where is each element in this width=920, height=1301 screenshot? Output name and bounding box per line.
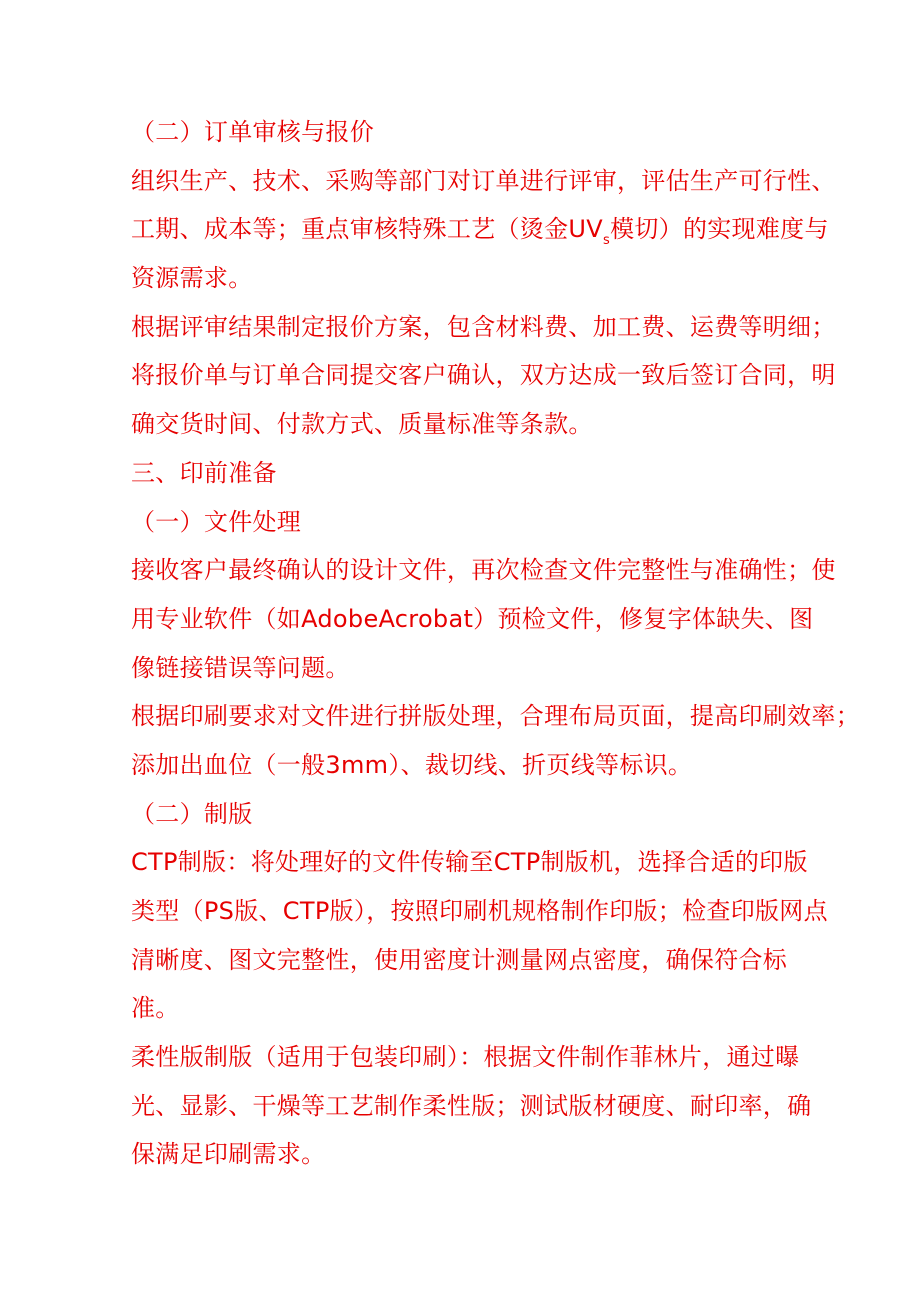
paragraph-line: 准。	[131, 994, 180, 1023]
paragraph-line: 根据评审结果制定报价方案，包含材料费、加工费、运费等明细；	[131, 312, 836, 341]
paragraph-line: 添加出血位（一般3mm）、裁切线、折页线等标识。	[131, 750, 693, 779]
subsection-heading-order-review: （二）订单审核与报价	[131, 118, 374, 146]
subsection-heading-file-processing: （一）文件处理	[131, 507, 302, 536]
paragraph-line: 组织生产、技术、采购等部门对订单进行评审，评估生产可行性、	[131, 166, 836, 195]
subscript-text: s	[602, 233, 611, 249]
paragraph-line: 光、显影、干燥等工艺制作柔性版；测试版材硬度、耐印率，确	[131, 1091, 812, 1120]
paragraph-text: 工期、成本等；重点审核特殊工艺（烫金UV	[131, 215, 603, 244]
paragraph-line: 将报价单与订单合同提交客户确认，双方达成一致后签订合同，明	[131, 361, 836, 390]
paragraph-text: 模切）的实现难度与	[610, 215, 829, 244]
paragraph-line	[131, 205, 831, 254]
paragraph-line: 用专业软件（如AdobeAcrobat）预检文件，修复字体缺失、图	[131, 604, 814, 633]
paragraph-line: 像链接错误等问题。	[131, 653, 350, 682]
paragraph-line: 柔性版制版（适用于包装印刷）：根据文件制作菲林片，通过曝	[131, 1043, 800, 1072]
paragraph-line: 类型（PS版、CTP版），按照印刷机规格制作印版；检查印版网点	[131, 897, 828, 925]
paragraph-line: 资源需求。	[131, 264, 253, 293]
document-body	[131, 108, 860, 1179]
subsection-heading-plate-making: （二）制版	[131, 799, 253, 828]
paragraph-line: 根据印刷要求对文件进行拼版处理，合理布局页面，提高印刷效率；	[131, 702, 860, 731]
section-heading-prepress: 三、印前准备	[131, 458, 277, 487]
paragraph-line: 清晰度、图文完整性，使用密度计测量网点密度，确保符合标	[131, 945, 788, 974]
paragraph-line: 确交货时间、付款方式、质量标准等条款。	[131, 410, 593, 439]
paragraph-line: 接收客户最终确认的设计文件，再次检查文件完整性与准确性；使	[131, 556, 836, 585]
paragraph-line: CTP制版：将处理好的文件传输至CTP制版机，选择合适的印版	[131, 848, 808, 877]
paragraph-line: 保满足印刷需求。	[131, 1140, 326, 1169]
